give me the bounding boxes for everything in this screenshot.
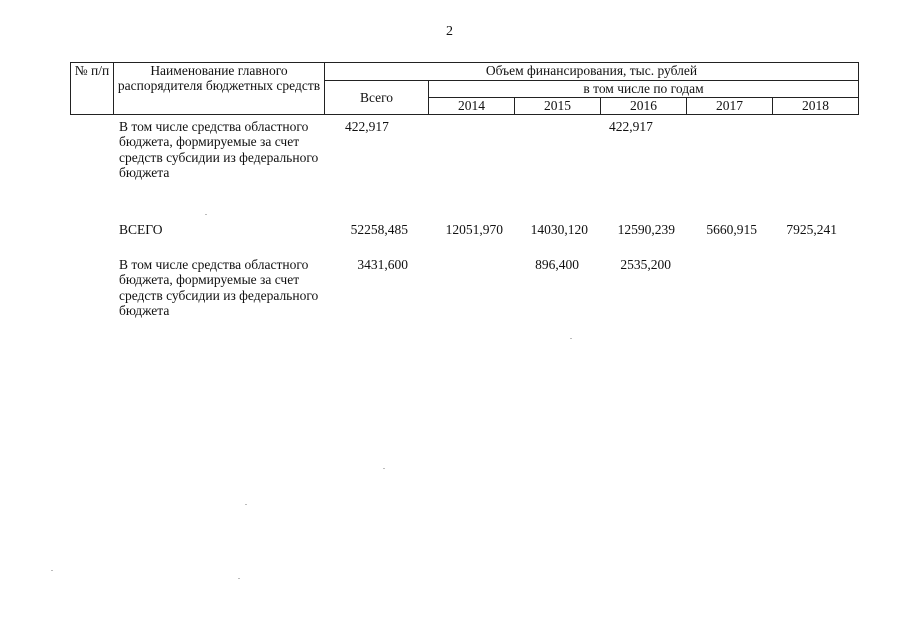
scan-speck (570, 338, 572, 339)
row-total: 3431,600 (357, 257, 408, 272)
header-year-2016: 2016 (601, 98, 687, 115)
row-2016: 422,917 (609, 119, 653, 134)
scan-speck (205, 214, 207, 215)
table-header (70, 62, 859, 115)
scan-speck (245, 504, 247, 505)
row-2016: 2535,200 (620, 257, 671, 272)
row-2015: 14030,120 (530, 222, 588, 237)
row-label: В том числе средства областного бюджета, формируемые за счет средств субсидии из федерального бюджета (119, 119, 319, 181)
header-total: Всего (325, 81, 429, 115)
row-total: 52258,485 (350, 222, 408, 237)
header-funding: Объем финансирования, тыс. рублей (325, 63, 859, 81)
header-name: Наименование главного распорядителя бюджетных средств (114, 63, 325, 115)
header-year-2017: 2017 (687, 98, 773, 115)
row-2015: 896,400 (535, 257, 579, 272)
scan-speck (51, 570, 53, 571)
row-2016: 12590,239 (617, 222, 675, 237)
header-year-2014: 2014 (429, 98, 515, 115)
page-number: 2 (446, 24, 453, 39)
scan-speck (238, 578, 240, 579)
header-year-2018: 2018 (773, 98, 859, 115)
row-2018: 7925,241 (786, 222, 837, 237)
header-year-2015: 2015 (515, 98, 601, 115)
header-no: № п/п (71, 63, 114, 115)
scan-speck (383, 468, 385, 469)
row-2017: 5660,915 (706, 222, 757, 237)
header-by-years: в том числе по годам (429, 81, 859, 98)
row-total: 422,917 (345, 119, 389, 134)
row-label: ВСЕГО (119, 222, 163, 237)
row-label: В том числе средства областного бюджета, формируемые за счет средств субсидии из федерального бюджета (119, 257, 319, 319)
row-2014: 12051,970 (445, 222, 503, 237)
